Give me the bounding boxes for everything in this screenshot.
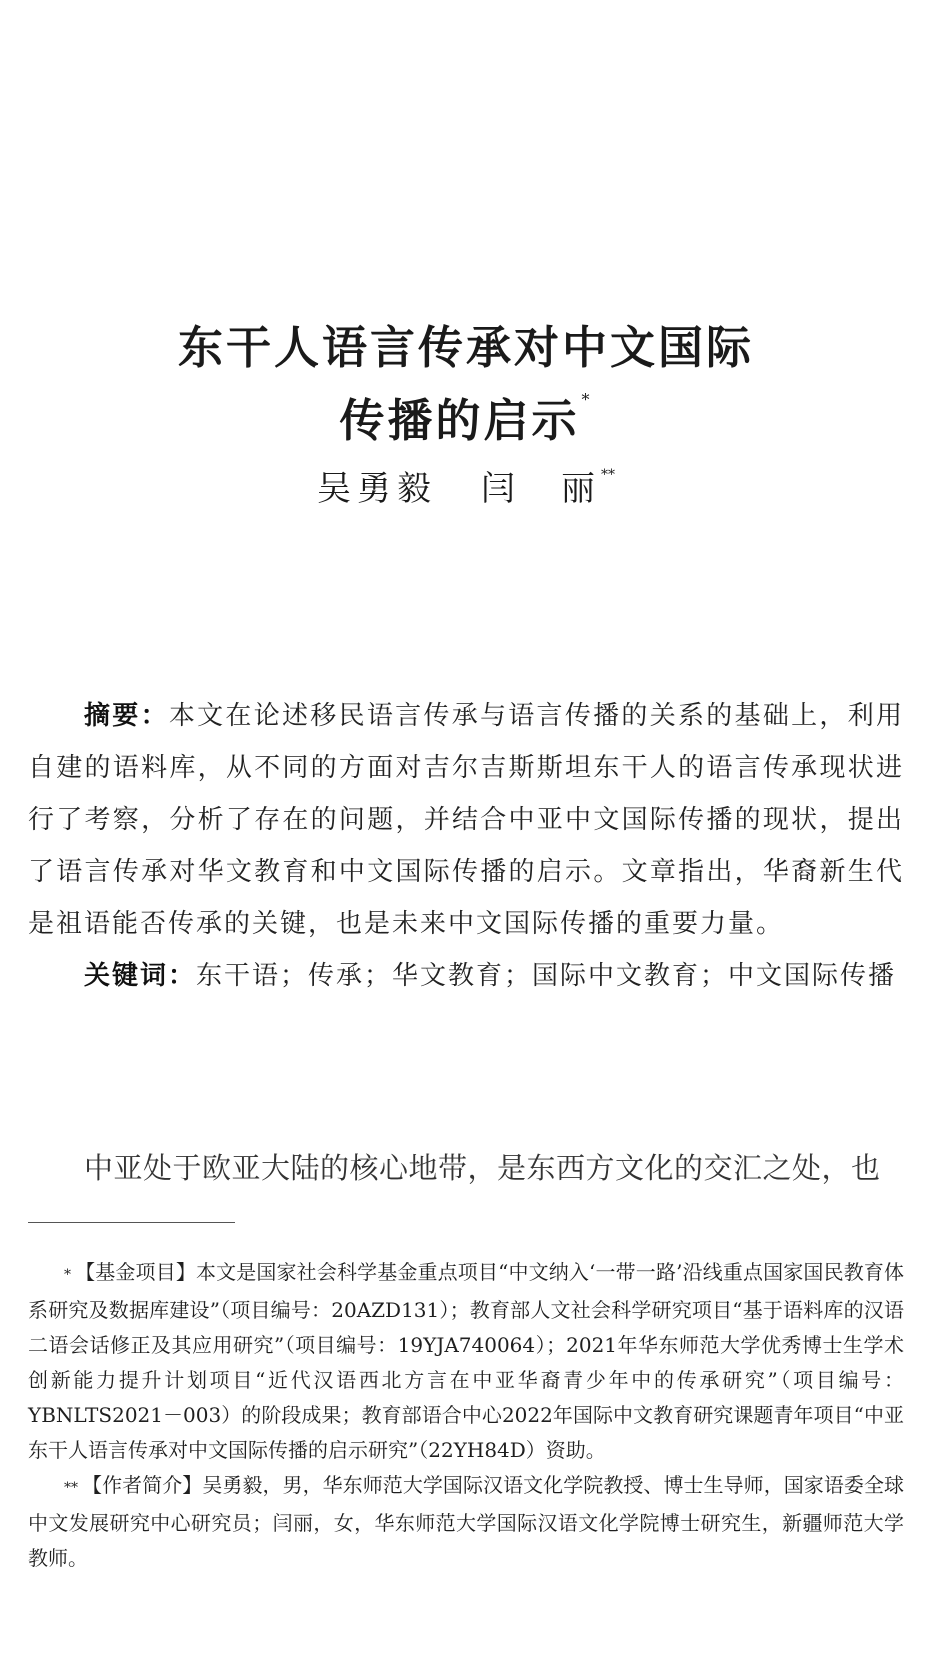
abstract-label: 摘要： — [84, 701, 169, 731]
author-line — [28, 467, 904, 509]
footnotes-section — [28, 1255, 904, 1576]
author-1: 吴勇毅 — [317, 469, 437, 509]
author-footnote-marker: ** — [601, 467, 615, 483]
footnote-authors-mark: ** — [64, 1480, 78, 1496]
footnote-authors — [28, 1468, 904, 1576]
footnote-fund — [28, 1255, 904, 1468]
paper-title-line-1 — [28, 321, 904, 374]
abstract-text: 本文在论述移民语言传承与语言传播的关系的基础上，利用自建的语料库，从不同的方面对吉尔吉斯斯坦东干人的语言传承现状进行了考察，分析了存在的问题，并结合中亚中文国际传播的现状，提出了语言传承对华文教育和中文国际传播的启示。文章指出，华裔新生代是祖语能否传承的关键，也是未来中文国际传播的重要力量。 — [28, 701, 904, 939]
title-footnote-marker: * — [581, 390, 593, 409]
paper-title-line-2 — [28, 390, 904, 447]
keywords-paragraph — [28, 950, 904, 1002]
footnote-fund-text: 【基金项目】本文是国家社会科学基金重点项目“中文纳入‘一带一路’沿线重点国家国民教育体系研究及数据库建设”（项目编号：20AZD131）；教育部人文社会科学研究项目“基于语料库的汉语二语会话修正及其应用研究”（项目编号：19YJA740064）；2021年华东师范大学优秀博士生学术创新能力提升计划项目“近代汉语西北方言在中亚华裔青少年中的传承研究”（项目编号：YBNLTS2021－003）的阶段成果；教育部语合中心2022年国际中文教育研究课题青年项目“中亚东干人语言传承对中文国际传播的启示研究”（22YH84D）资助。 — [28, 1260, 904, 1462]
abstract-paragraph — [28, 690, 904, 950]
keywords-text: 东干语；传承；华文教育；国际中文教育；中文国际传播 — [196, 961, 897, 991]
paper-page — [28, 0, 904, 1680]
keywords-label: 关键词： — [84, 961, 197, 991]
author-2: 闫 丽 — [481, 469, 601, 509]
abstract-section — [28, 690, 904, 1002]
title-text-1: 东干人语言传承对中文国际 — [177, 321, 754, 374]
footnote-divider — [28, 1222, 235, 1223]
body-first-line: 中亚处于欧亚大陆的核心地带，是东西方文化的交汇之处，也 — [84, 1151, 881, 1185]
footnote-fund-mark: * — [64, 1267, 71, 1283]
title-text-2: 传播的启示 — [339, 394, 580, 447]
footnote-authors-text: 【作者简介】吴勇毅，男，华东师范大学国际汉语文化学院教授、博士生导师，国家语委全球中文发展研究中心研究员；闫丽，女，华东师范大学国际汉语文化学院博士研究生，新疆师范大学教师。 — [28, 1473, 904, 1570]
